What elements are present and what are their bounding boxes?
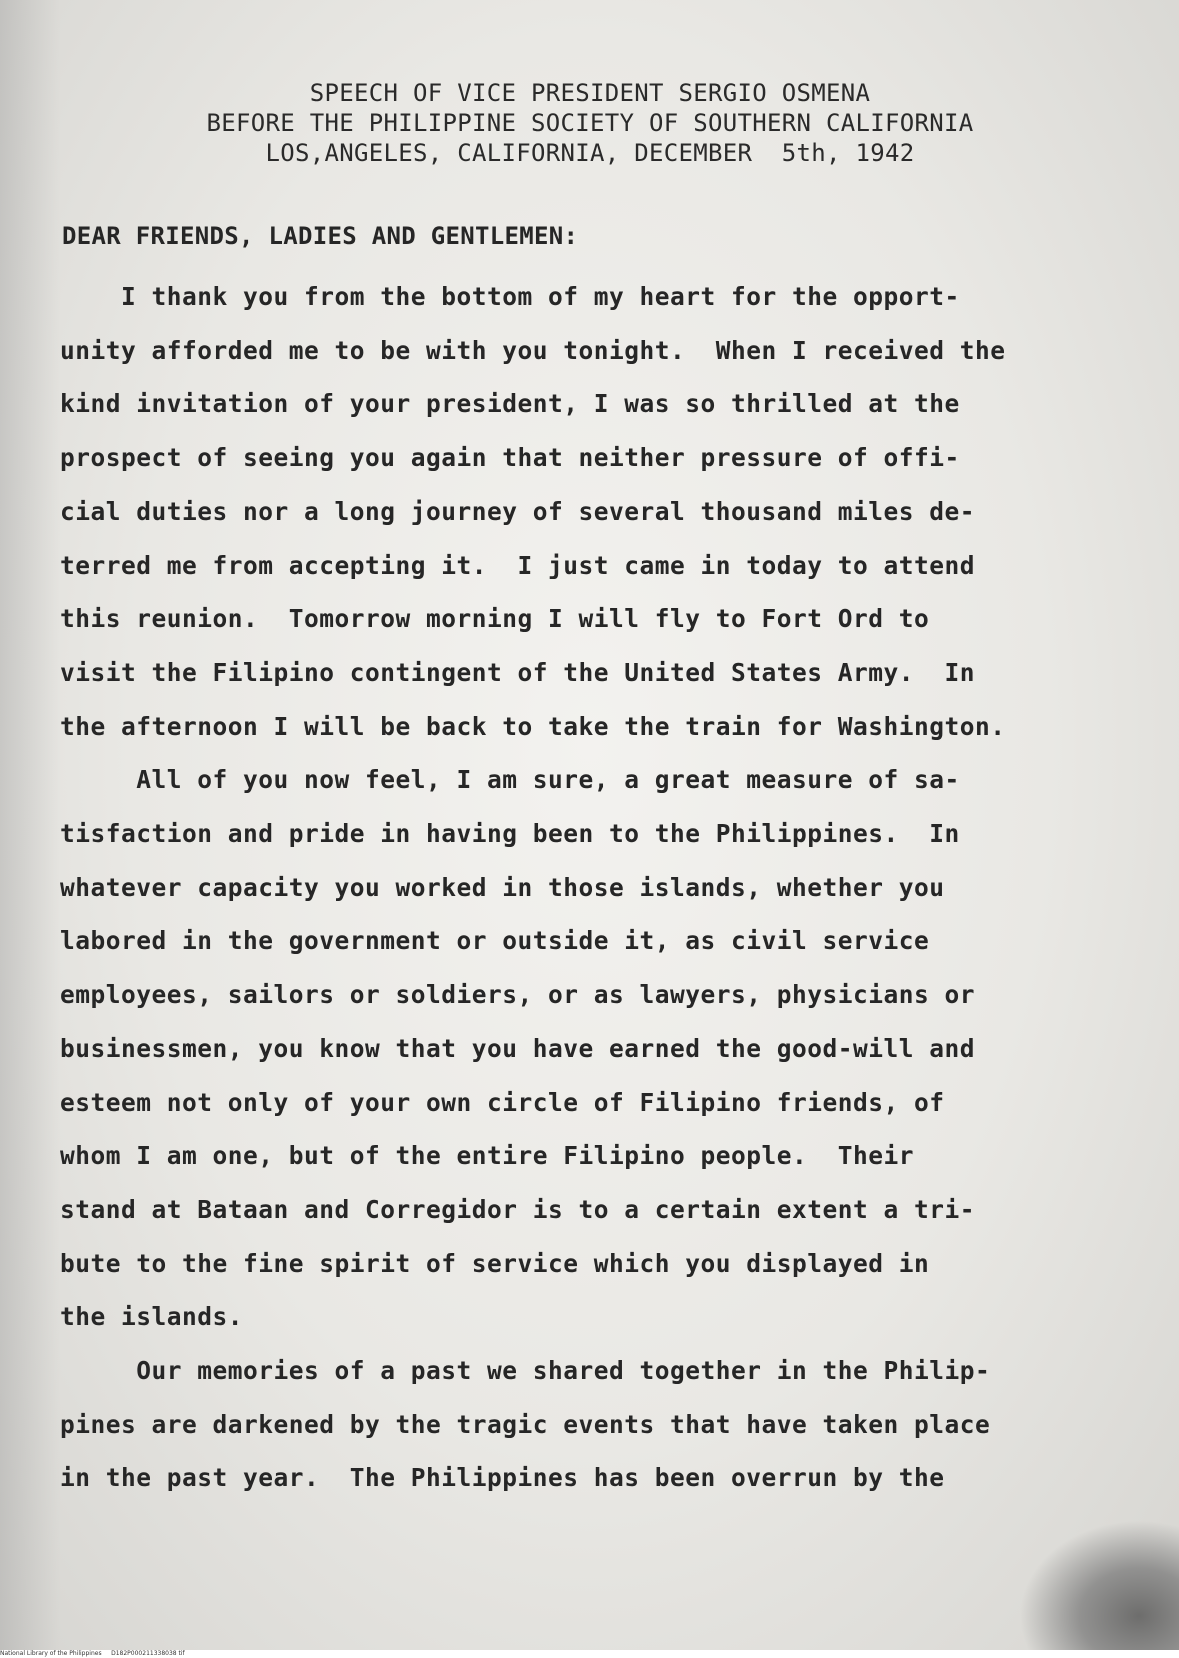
body-line: pines are darkened by the tragic events that have taken place <box>60 1409 991 1439</box>
body-line: this reunion. Tomorrow morning I will fly to Fort Ord to <box>60 604 930 634</box>
body-line: whatever capacity you worked in those islands, whether you <box>60 872 945 902</box>
body-line: the islands. <box>60 1302 244 1332</box>
speech-heading <box>60 78 1120 168</box>
body-line: prospect of seeing you again that neither pressure of offi- <box>60 443 960 473</box>
body-line: cial duties nor a long journey of several thousand miles de- <box>60 496 976 526</box>
body-line: All of you now feel, I am sure, a great measure of sa- <box>60 765 960 795</box>
body-line: unity afforded me to be with you tonight. When I received the <box>60 335 1006 365</box>
body-line: labored in the government or outside it, as civil service <box>60 926 930 956</box>
body-line: bute to the fine spirit of service which you displayed in <box>60 1248 930 1278</box>
corner-stain <box>1019 1520 1179 1650</box>
body-line: esteem not only of your own circle of Filipino friends, of <box>60 1087 945 1117</box>
body-line: I thank you from the bottom of my heart for the opport- <box>60 282 960 311</box>
body-line: whom I am one, but of the entire Filipino people. Their <box>60 1141 915 1171</box>
body-line: tisfaction and pride in having been to the Philippines. In <box>60 819 960 849</box>
scan-footer: National Library of the Philippines D182P000211338038 tif <box>0 1650 1179 1658</box>
page-edge-shadow <box>0 0 60 1650</box>
body-line: visit the Filipino contingent of the United States Army. In <box>60 657 976 687</box>
heading-line-1: SPEECH OF VICE PRESIDENT SERGIO OSMENA <box>309 79 871 107</box>
body-line: kind invitation of your president, I was so thrilled at the <box>60 389 960 419</box>
heading-line-3: LOS,ANGELES, CALIFORNIA, DECEMBER 5th, 1942 <box>265 139 915 167</box>
body-line: Our memories of a past we shared together in the Philip- <box>60 1356 991 1386</box>
heading-line-2: BEFORE THE PHILIPPINE SOCIETY OF SOUTHERN CALIFORNIA <box>206 109 974 137</box>
speech-body <box>60 270 1150 1505</box>
salutation: DEAR FRIENDS, LADIES AND GENTLEMEN: <box>62 222 579 250</box>
body-line: stand at Bataan and Corregidor is to a certain extent a tri- <box>60 1194 976 1224</box>
body-line: the afternoon I will be back to take the train for Washington. <box>60 711 1006 741</box>
body-line: terred me from accepting it. I just came in today to attend <box>60 550 976 580</box>
body-line: employees, sailors or soldiers, or as lawyers, physicians or <box>60 980 976 1010</box>
body-line: in the past year. The Philippines has been overrun by the <box>60 1463 945 1493</box>
body-line: businessmen, you know that you have earned the good-will and <box>60 1033 976 1063</box>
